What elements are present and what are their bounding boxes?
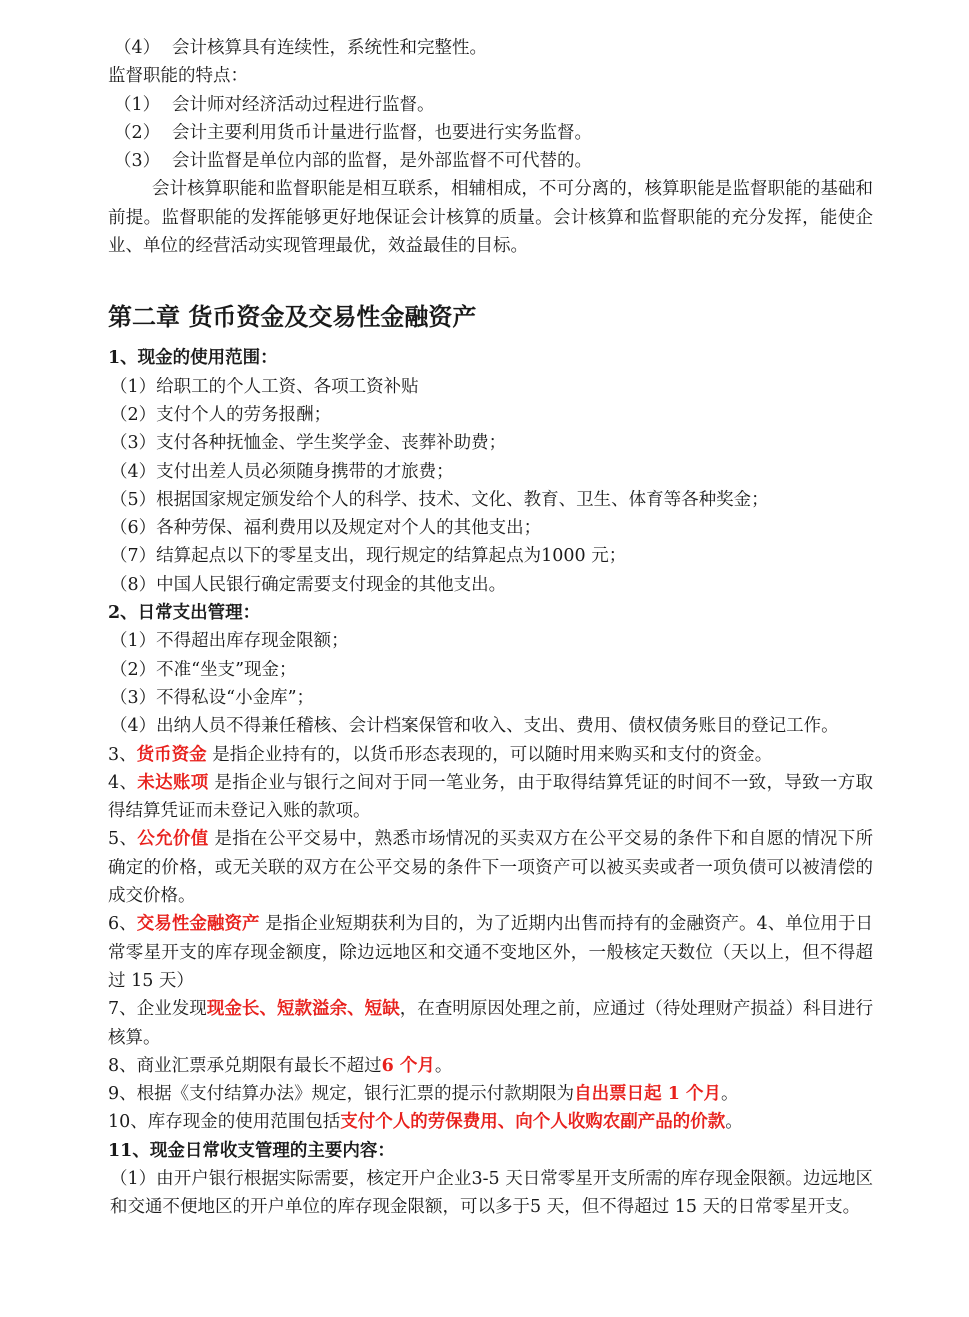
item-text: 会计核算具有连续性，系统性和完整性。	[172, 38, 487, 58]
list-item: （1）不得超出库存现金限额；	[110, 631, 349, 652]
text-segment: 。	[434, 1055, 453, 1076]
section-heading-cash-usage: 1、现金的使用范围：	[108, 348, 278, 369]
supervision-item	[108, 119, 873, 147]
summary-paragraph: 会计核算职能和监督职能是相互联系，相辅相成，不可分离的，核算职能是监督职能的基础和前提。监督职能的发挥能够更好地保证会计核算的质量。会计核算和监督职能的充分发挥，能使企业、单位的经营活动实现管理最优，效益最佳的目标。	[108, 179, 873, 257]
definition-text: 是指企业与银行之间对于同一笔业务，由于取得结算凭证的时间不一致，导致一方取得结算凭证而未登记入账的款项。	[108, 772, 874, 822]
list-item: （3）支付各种抚恤金、学生奖学金、丧葬补助费；	[110, 433, 507, 454]
text-segment: 8、商业汇票承兑期限有最长不超过	[108, 1055, 382, 1076]
text-highlight: 短款溢余	[276, 999, 348, 1020]
item-text: 会计师对经济活动过程进行监督。	[172, 94, 435, 115]
list-item: （8）中国人民银行确定需要支付现金的其他支出。	[110, 574, 507, 595]
list-item: （7）结算起点以下的零星支出，现行规定的结算起点为1000 元；	[110, 546, 627, 567]
list-item: （5）根据国家规定颁发给个人的科学、技术、文化、教育、卫生、体育等各种奖金；	[110, 489, 769, 510]
item-text: 会计监督是单位内部的监督，是外部监督不可代替的。	[172, 151, 592, 172]
definition-number: 3、	[108, 744, 137, 765]
definition-outstanding-items	[108, 769, 873, 826]
list-item: （6）各种劳保、福利费用以及规定对个人的其他支出；	[110, 518, 542, 539]
supervision-item	[108, 147, 873, 175]
text-highlight: 自出票日起 1 个月	[574, 1084, 722, 1105]
text-highlight: 、	[259, 999, 277, 1020]
list-item: （4）出纳人员不得兼任稽核、会计档案保管和收入、支出、费用、债权债务账目的登记工作。	[110, 716, 839, 737]
item-number: （2）	[114, 122, 161, 143]
term-highlight: 未达账项	[137, 772, 209, 793]
text-segment: 。	[725, 1112, 743, 1133]
point-cash-discrepancy	[108, 995, 873, 1052]
definition-text: 是指企业持有的，以货币形态表现的，可以随时用来购买和支付的资金。	[206, 744, 773, 765]
document-body	[108, 34, 873, 1222]
definition-number: 4、	[108, 772, 138, 793]
definition-number: 6、	[108, 914, 137, 935]
text-highlight: 、	[347, 999, 365, 1020]
term-highlight: 交易性金融资产	[136, 914, 260, 935]
definition-trading-assets	[108, 910, 873, 995]
text-segment: 9、根据《支付结算办法》规定，银行汇票的提示付款期限为	[108, 1084, 575, 1105]
term-highlight: 货币资金	[136, 744, 207, 765]
point-bank-draft	[108, 1080, 873, 1108]
text-segment: 。	[721, 1084, 739, 1105]
item-number: （3）	[114, 151, 161, 172]
item-text: 会计主要利用货币计量进行监督，也要进行实务监督。	[172, 122, 592, 143]
supervision-item	[108, 91, 873, 119]
chapter-title: 第二章 货币资金及交易性金融资产	[108, 303, 477, 332]
text-highlight: 6 个月	[381, 1055, 435, 1076]
text-highlight: 短缺	[364, 999, 400, 1020]
definition-number: 5、	[108, 829, 138, 850]
item-number: （4）	[114, 38, 161, 58]
list-item: （1）给职工的个人工资、各项工资补贴	[110, 376, 419, 397]
point-commercial-draft	[108, 1052, 873, 1080]
item-number: （1）	[114, 94, 161, 115]
section-heading-cash-management: 11、现金日常收支管理的主要内容：	[108, 1140, 395, 1161]
definition-monetary-funds	[108, 741, 873, 769]
point-cash-scope	[108, 1108, 873, 1136]
text-segment: 10、库存现金的使用范围包括	[108, 1112, 341, 1133]
intro-item	[108, 34, 873, 62]
text-highlight: 现金长	[206, 999, 260, 1020]
management-paragraph: （1）由开户银行根据实际需要，核定开户企业3-5 天日常零星开支所需的库存现金限额。边远地区和交通不便地区的开户单位的库存现金限额，可以多于5 天，但不得超过 15 天的日常零星开支。	[110, 1168, 873, 1218]
list-item: （2）支付个人的劳务报酬；	[110, 404, 332, 425]
text-segment: 7、企业发现	[108, 999, 207, 1020]
text-highlight: 支付个人的劳保费用、向个人收购农副产品的价款	[340, 1112, 726, 1133]
text-segment: ，在查明原因处理之前，应通过（待处理财产损益）科目进行核算。	[108, 999, 874, 1048]
supervision-heading: 监督职能的特点：	[108, 66, 248, 87]
section-heading-daily-expense: 2、日常支出管理：	[108, 603, 261, 624]
list-item: （2）不准“坐支”现金；	[110, 659, 297, 680]
term-highlight: 公允价值	[137, 829, 209, 850]
definition-text: 是指企业短期获利为目的，为了近期内出售而持有的金融资产。4、单位用于日常零星开支的库存现金额度，除边远地区和交通不变地区外，一般核定天数位（天以上，但不得超过 15 天）	[108, 914, 873, 991]
list-item: （3）不得私设“小金库”；	[110, 687, 315, 708]
list-item: （4）支付出差人员必须随身携带的才旅费；	[110, 461, 454, 482]
definition-fair-value	[108, 825, 873, 910]
definition-text: 是指在公平交易中，熟悉市场情况的买卖双方在公平交易的条件下和自愿的情况下所确定的价格，或无关联的双方在公平交易的条件下一项资产可以被买卖或者一项负债可以被清偿的成交价格。	[108, 829, 874, 907]
